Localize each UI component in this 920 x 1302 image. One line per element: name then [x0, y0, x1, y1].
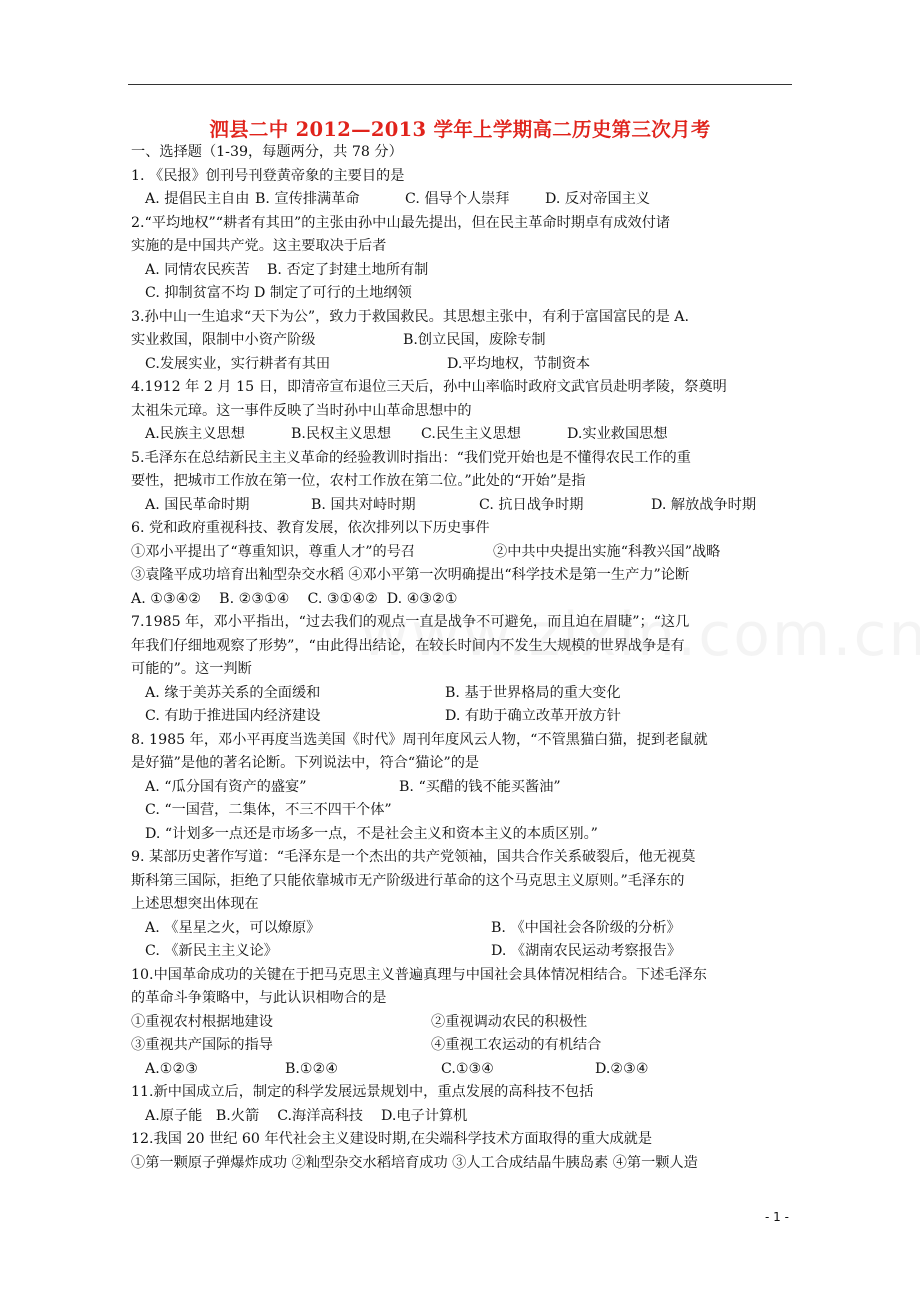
q6-event-2: ②中共中央提出实施“科教兴国”战略: [493, 543, 721, 560]
q9-option-b: B. 《中国社会各阶级的分析》: [491, 919, 681, 936]
q9-options-ab: [131, 917, 795, 941]
q10-option-d: D.②③④: [595, 1060, 649, 1077]
q4-option-d: D.实业救国思想: [567, 426, 668, 442]
q1-option-c: C. 倡导个人崇拜: [405, 191, 510, 207]
q6-events-12: [131, 541, 795, 565]
q3-options-cd: [131, 353, 795, 377]
q9-line-3: 上述思想突出体现在: [131, 896, 259, 912]
exam-title: 泗县二中 2012—2013 学年上学期高二历史第三次月考: [209, 118, 711, 141]
q9-option-d: D. 《湖南农民运动考察报告》: [491, 943, 682, 959]
q10-option-c: C.①③④: [441, 1060, 495, 1077]
q9-line-1: 9. 某部历史著作写道：“毛泽东是一个杰出的共产党领袖，国共合作关系破裂后，他无视莫: [131, 849, 696, 865]
q11-stem: 11.新中国成立后，制定的科学发展远景规划中，重点发展的高科技不包括: [131, 1084, 594, 1100]
q7-option-a: A. 缘于美苏关系的全面缓和: [145, 684, 321, 701]
q3-option-a-cont: 实业救国，限制中小资产阶级: [131, 332, 316, 348]
q6-events-34: ③袁隆平成功培育出籼型杂交水稻 ④邓小平第一次明确提出“科学技术是第一生产力”论断: [131, 567, 690, 583]
q3-line-1: 3.孙中山一生追求“天下为公”，致力于救国救民。其思想主张中，有利于富国富民的是 A.: [131, 308, 690, 325]
q5-options: [131, 494, 795, 518]
q10-item-1: ①重视农村根据地建设: [131, 1013, 273, 1030]
q10-item-4: ④重视工农运动的有机结合: [431, 1037, 602, 1053]
q4-option-a: A.民族主义思想: [145, 426, 245, 442]
section-heading: 一、选择题（1-39，每题两分，共 78 分）: [131, 144, 403, 160]
q5-line-2: 要性，把城市工作放在第一位，农村工作放在第二位。”此处的“开始”是指: [131, 473, 586, 489]
q8-option-a: A. “瓜分国有资产的盛宴”: [145, 778, 307, 795]
q1-stem: 1. 《民报》创刊号刊登黄帝象的主要目的是: [131, 167, 405, 184]
q7-line-1: 7.1985 年，邓小平指出，“过去我们的观点一直是战争不可避免，而且迫在眉睫”；“这几: [131, 614, 690, 630]
q4-line-2: 太祖朱元璋。这一事件反映了当时孙中山革命思想中的: [131, 402, 472, 419]
q8-option-b: B. “买醋的钱不能买酱油”: [399, 778, 561, 795]
q2-options-cd: C. 抑制贫富不均 D 制定了可行的土地纲领: [145, 285, 412, 301]
q2-line-1: 2.“平均地权”“耕者有其田”的主张由孙中山最先提出，但在民主革命时期卓有成效付诸: [131, 214, 671, 231]
q10-item-2: ②重视调动农民的积极性: [431, 1013, 588, 1030]
page-number: - 1 -: [765, 1210, 789, 1224]
q9-option-c: C. 《新民主主义论》: [145, 943, 278, 959]
q2-option-b: B. 否定了封建土地所有制: [267, 261, 429, 278]
q10-option-b: B.①②④: [285, 1060, 339, 1077]
q8-options-ab: [131, 776, 795, 800]
q9-options-cd: [131, 940, 795, 964]
q5-option-b: B. 国共对峙时期: [311, 496, 416, 513]
q6-stem: 6. 党和政府重视科技、教育发展，依次排列以下历史事件: [131, 520, 490, 536]
q3-line-2: [131, 329, 795, 353]
q8-line-1: 8. 1985 年，邓小平再度当选美国《时代》周刊年度风云人物，“不管黑猫白猫，捉到老鼠就: [131, 731, 708, 748]
q6-options: A. ①③④② B. ②③①④ C. ③①④② D. ④③②①: [131, 590, 458, 607]
q1-option-b: B. 宣传排满革命: [255, 191, 360, 207]
q3-option-d: D.平均地权，节制资本: [447, 355, 591, 372]
q10-line-2: 的革命斗争策略中，与此认识相吻合的是: [131, 990, 387, 1006]
q5-line-1: 5.毛泽东在总结新民主主义革命的经验教训时指出：“我们党开始也是不懂得农民工作的重: [131, 449, 691, 466]
q1-options: [131, 188, 795, 212]
q2-options-ab: [131, 259, 795, 283]
q4-option-c: C.民生主义思想: [421, 426, 521, 442]
q7-options-cd: [131, 705, 795, 729]
q10-option-a: A.①②③: [145, 1060, 198, 1077]
q11-options: A.原子能 B.火箭 C.海洋高科技 D.电子计算机: [145, 1107, 468, 1124]
q10-items-34: [131, 1034, 795, 1058]
q5-option-a: A. 国民革命时期: [145, 496, 250, 513]
q10-line-1: 10.中国革命成功的关键在于把马克思主义普遍真理与中国社会具体情况相结合。下述毛泽东: [131, 966, 707, 983]
q12-line-2: ①第一颗原子弹爆炸成功 ②籼型杂交水稻培育成功 ③人工合成结晶牛胰岛素 ④第一颗人造: [131, 1154, 698, 1171]
q3-option-b: B.创立民国，废除专制: [403, 332, 546, 348]
q2-line-2: 实施的是中国共产党。这主要取决于后者: [131, 238, 387, 254]
q3-option-c: C.发展实业，实行耕者有其田: [145, 355, 331, 372]
q10-options: [131, 1058, 795, 1082]
q5-option-d: D. 解放战争时期: [651, 496, 757, 513]
q7-line-2: 年我们仔细地观察了形势”，“由此得出结论，在较长时间内不发生大规模的世界战争是有: [131, 637, 685, 654]
q2-option-a: A. 同情农民疾苦: [145, 261, 250, 278]
q8-line-2: 是好猫”是他的著名论断。下列说法中，符合“猫论”的是: [131, 755, 480, 771]
q4-options: [131, 423, 795, 447]
q4-line-1: 4.1912 年 2 月 15 日，即清帝宣布退位三天后，孙中山率临时政府文武官员赴明孝陵，祭奠明: [131, 379, 727, 395]
q9-line-2: 斯科第三国际，拒绝了只能依靠城市无产阶级进行革命的这个马克思主义原则。”毛泽东的: [131, 872, 685, 889]
q7-option-d: D. 有助于确立改革开放方针: [445, 708, 621, 724]
q7-line-3: 可能的”。这一判断: [131, 661, 252, 677]
header-rule: [128, 84, 792, 85]
q1-option-a: A. 提倡民主自由: [145, 191, 250, 207]
q7-option-c: C. 有助于推进国内经济建设: [145, 708, 321, 724]
q5-option-c: C. 抗日战争时期: [479, 496, 584, 513]
q7-option-b: B. 基于世界格局的重大变化: [445, 684, 621, 701]
q6-event-1: ①邓小平提出了“尊重知识，尊重人才”的号召: [131, 543, 416, 560]
q12-stem: 12.我国 20 世纪 60 年代社会主义建设时期,在尖端科学技术方面取得的重大成就是: [131, 1131, 653, 1147]
q10-item-3: ③重视共产国际的指导: [131, 1037, 273, 1053]
q7-options-ab: [131, 682, 795, 706]
q1-option-d: D. 反对帝国主义: [545, 191, 651, 207]
q8-option-c: C. “一国营，二集体，不三不四干个体”: [145, 802, 392, 818]
q4-option-b: B.民权主义思想: [291, 426, 392, 442]
exam-body: [131, 141, 795, 1175]
q10-items-12: [131, 1011, 795, 1035]
q9-option-a: A. 《星星之火，可以燎原》: [145, 919, 321, 936]
q8-option-d: D. “计划多一点还是市场多一点，不是社会主义和资本主义的本质区别。”: [145, 825, 598, 842]
